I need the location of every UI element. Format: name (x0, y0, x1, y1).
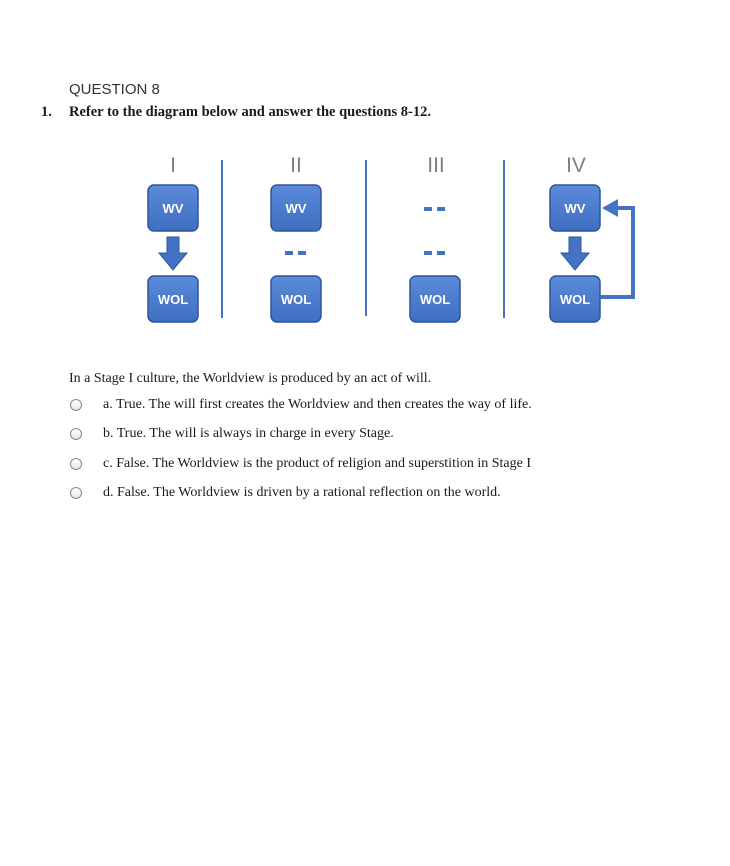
feedback-arrow-icon (600, 208, 633, 297)
worldview-box-label: WV (162, 201, 184, 216)
radio-button[interactable] (70, 458, 82, 470)
dashed-link (424, 207, 432, 211)
way-of-life-box-label: WOL (157, 292, 189, 307)
radio-button[interactable] (70, 428, 82, 440)
radio-button[interactable] (70, 399, 82, 411)
answer-option-label[interactable]: b. True. The will is always in charge in every Stage. (103, 426, 394, 441)
question-title: QUESTION 8 (69, 81, 160, 98)
dashed-link (285, 251, 293, 255)
feedback-arrowhead-icon (602, 199, 618, 217)
radio-button[interactable] (70, 487, 82, 499)
down-arrow-icon (159, 237, 187, 270)
dashed-link (437, 251, 445, 255)
question-stem: In a Stage I culture, the Worldview is produced by an act of will. (69, 371, 432, 386)
question-heading: Refer to the diagram below and answer the questions 8-12. (69, 104, 431, 120)
worldview-diagram (0, 0, 730, 340)
way-of-life-box-label: WOL (280, 292, 312, 307)
answer-option-b[interactable] (70, 423, 394, 445)
answer-option-a[interactable] (70, 394, 532, 416)
answer-option-d[interactable] (70, 482, 501, 504)
question-number: 1. (41, 104, 52, 120)
stage-numeral: III (427, 154, 445, 177)
worldview-box-label: WV (285, 201, 307, 216)
answer-option-label[interactable]: a. True. The will first creates the Worldview and then creates the way of life. (103, 397, 532, 412)
stage-numeral: I (170, 154, 176, 177)
stage-numeral: II (290, 154, 302, 177)
stage-numeral: IV (566, 154, 586, 177)
worldview-box-label: WV (564, 201, 586, 216)
dashed-link (437, 207, 445, 211)
down-arrow-icon (561, 237, 589, 270)
way-of-life-box-label: WOL (419, 292, 451, 307)
answer-option-label[interactable]: c. False. The Worldview is the product of religion and superstition in Stage I (103, 456, 531, 471)
dashed-link (424, 251, 432, 255)
dashed-link (298, 251, 306, 255)
answer-option-c[interactable] (70, 453, 531, 475)
answer-option-label[interactable]: d. False. The Worldview is driven by a rational reflection on the world. (103, 485, 501, 500)
way-of-life-box-label: WOL (559, 292, 591, 307)
